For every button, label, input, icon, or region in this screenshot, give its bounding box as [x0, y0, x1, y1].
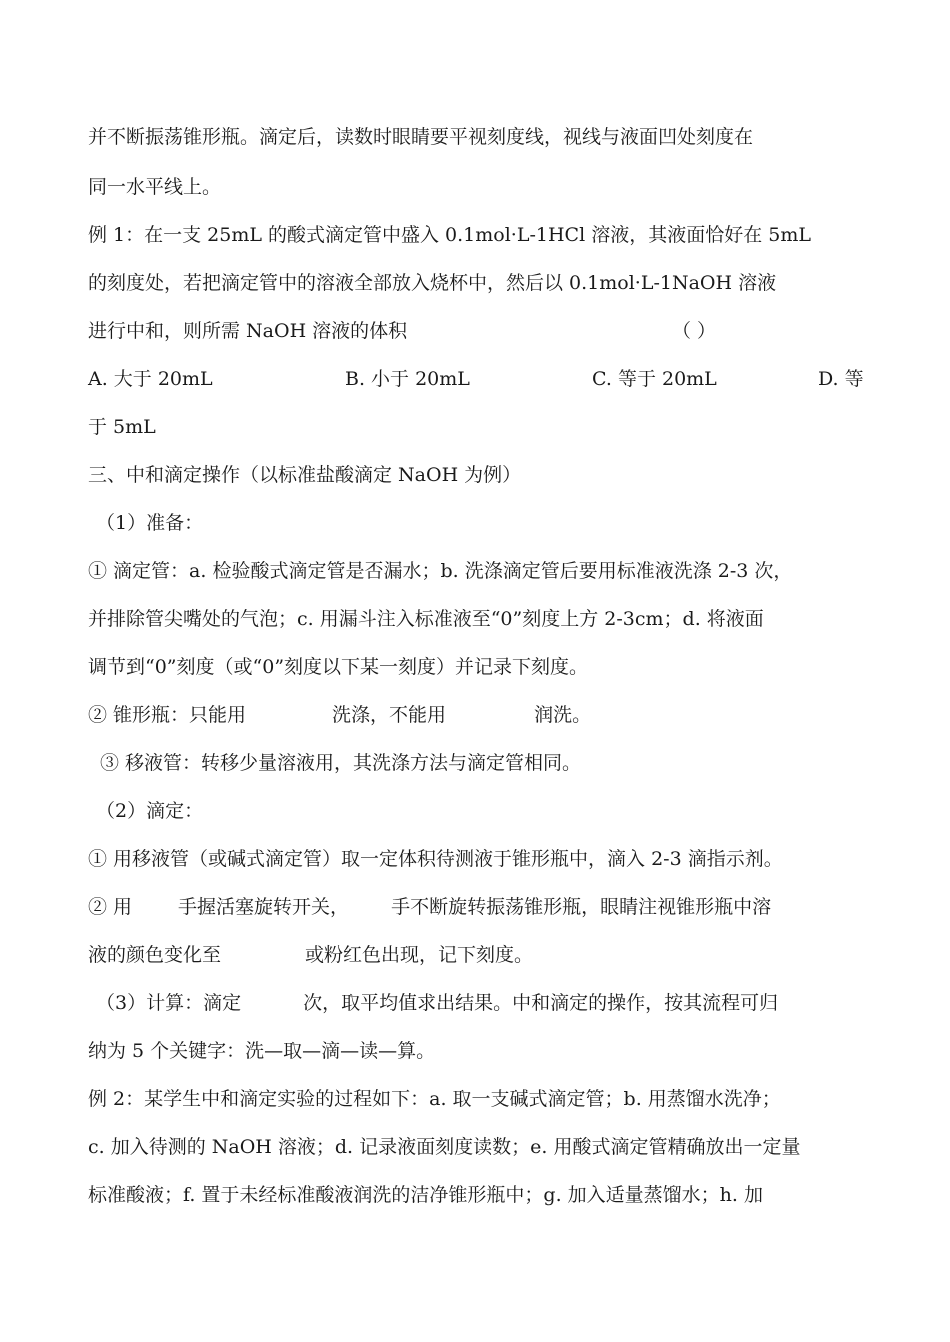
flask-text-a: ② 锥形瓶：只能用 [88, 704, 247, 726]
example-1-line-3 [88, 319, 868, 343]
titration-line-1: ① 用移液管（或碱式滴定管）取一定体积待测液于锥形瓶中，滴入 2-3 滴指示剂。 [88, 848, 783, 870]
option-d-cont: 于 5mL [88, 416, 156, 438]
titration-text-e: 或粉红色出现，记下刻度。 [305, 944, 534, 966]
text-line-2: 同一水平线上。 [88, 176, 222, 198]
step-1-heading: （1）准备： [96, 512, 204, 534]
calc-line-2: 纳为 5 个关键字：洗—取—滴—读—算。 [88, 1040, 436, 1062]
option-b: B. 小于 20mL [345, 368, 470, 390]
flask-line [88, 703, 868, 727]
calc-line-1 [96, 991, 876, 1015]
calc-text-b: 次，取平均值求出结果。中和滴定的操作，按其流程可归 [303, 992, 779, 1014]
option-c: C. 等于 20mL [592, 368, 717, 390]
section-3-heading: 三、中和滴定操作（以标准盐酸滴定 NaOH 为例） [88, 464, 522, 486]
titration-text-b: 手握活塞旋转开关， [178, 896, 350, 918]
example-2-line-1: 例 2：某学生中和滴定实验的过程如下：a. 取一支碱式滴定管；b. 用蒸馏水洗净； [88, 1088, 781, 1110]
example-2-line-2: c. 加入待测的 NaOH 溶液；d. 记录液面刻度读数；e. 用酸式滴定管精确放出一定量 [88, 1136, 801, 1158]
example-1-line-1: 例 1：在一支 25mL 的酸式滴定管中盛入 0.1mol·L-1HCl 溶液，其液面恰好在 5mL [88, 224, 811, 246]
calc-text-a: （3）计算：滴定 [96, 992, 242, 1014]
step-2-heading: （2）滴定： [96, 800, 204, 822]
titration-text-d: 液的颜色变化至 [88, 944, 222, 966]
answer-parentheses: （ ） [672, 320, 717, 342]
text-line-1: 并不断振荡锥形瓶。滴定后，读数时眼睛要平视刻度线，视线与液面凹处刻度在 [88, 126, 754, 148]
burette-line-3: 调节到“0”刻度（或“0”刻度以下某一刻度）并记录下刻度。 [88, 656, 589, 678]
titration-text-c: 手不断旋转振荡锥形瓶，眼睛注视锥形瓶中溶 [391, 896, 772, 918]
titration-line-3 [88, 943, 868, 967]
option-a: A. 大于 20mL [88, 368, 213, 390]
titration-text-a: ② 用 [88, 896, 133, 918]
example-1-line-2: 的刻度处，若把滴定管中的溶液全部放入烧杯中，然后以 0.1mol·L-1NaOH 溶液 [88, 272, 777, 294]
burette-line-2: 并排除管尖嘴处的气泡；c. 用漏斗注入标准液至“0”刻度上方 2-3cm；d. 将液面 [88, 608, 764, 630]
flask-text-c: 润洗。 [534, 704, 592, 726]
example-2-line-3: 标准酸液；f. 置于未经标准酸液润洗的洁净锥形瓶中；g. 加入适量蒸馏水；h. 加 [88, 1184, 763, 1206]
pipette-line: ③ 移液管：转移少量溶液用，其洗涤方法与滴定管相同。 [100, 752, 582, 774]
option-d: D. 等 [818, 368, 864, 390]
example-1-question: 进行中和，则所需 NaOH 溶液的体积 [88, 320, 408, 342]
flask-text-b: 洗涤，不能用 [332, 704, 447, 726]
titration-line-2 [88, 895, 868, 919]
burette-line-1: ① 滴定管：a. 检验酸式滴定管是否漏水；b. 洗涤滴定管后要用标准液洗涤 2-3 次， [88, 560, 793, 582]
